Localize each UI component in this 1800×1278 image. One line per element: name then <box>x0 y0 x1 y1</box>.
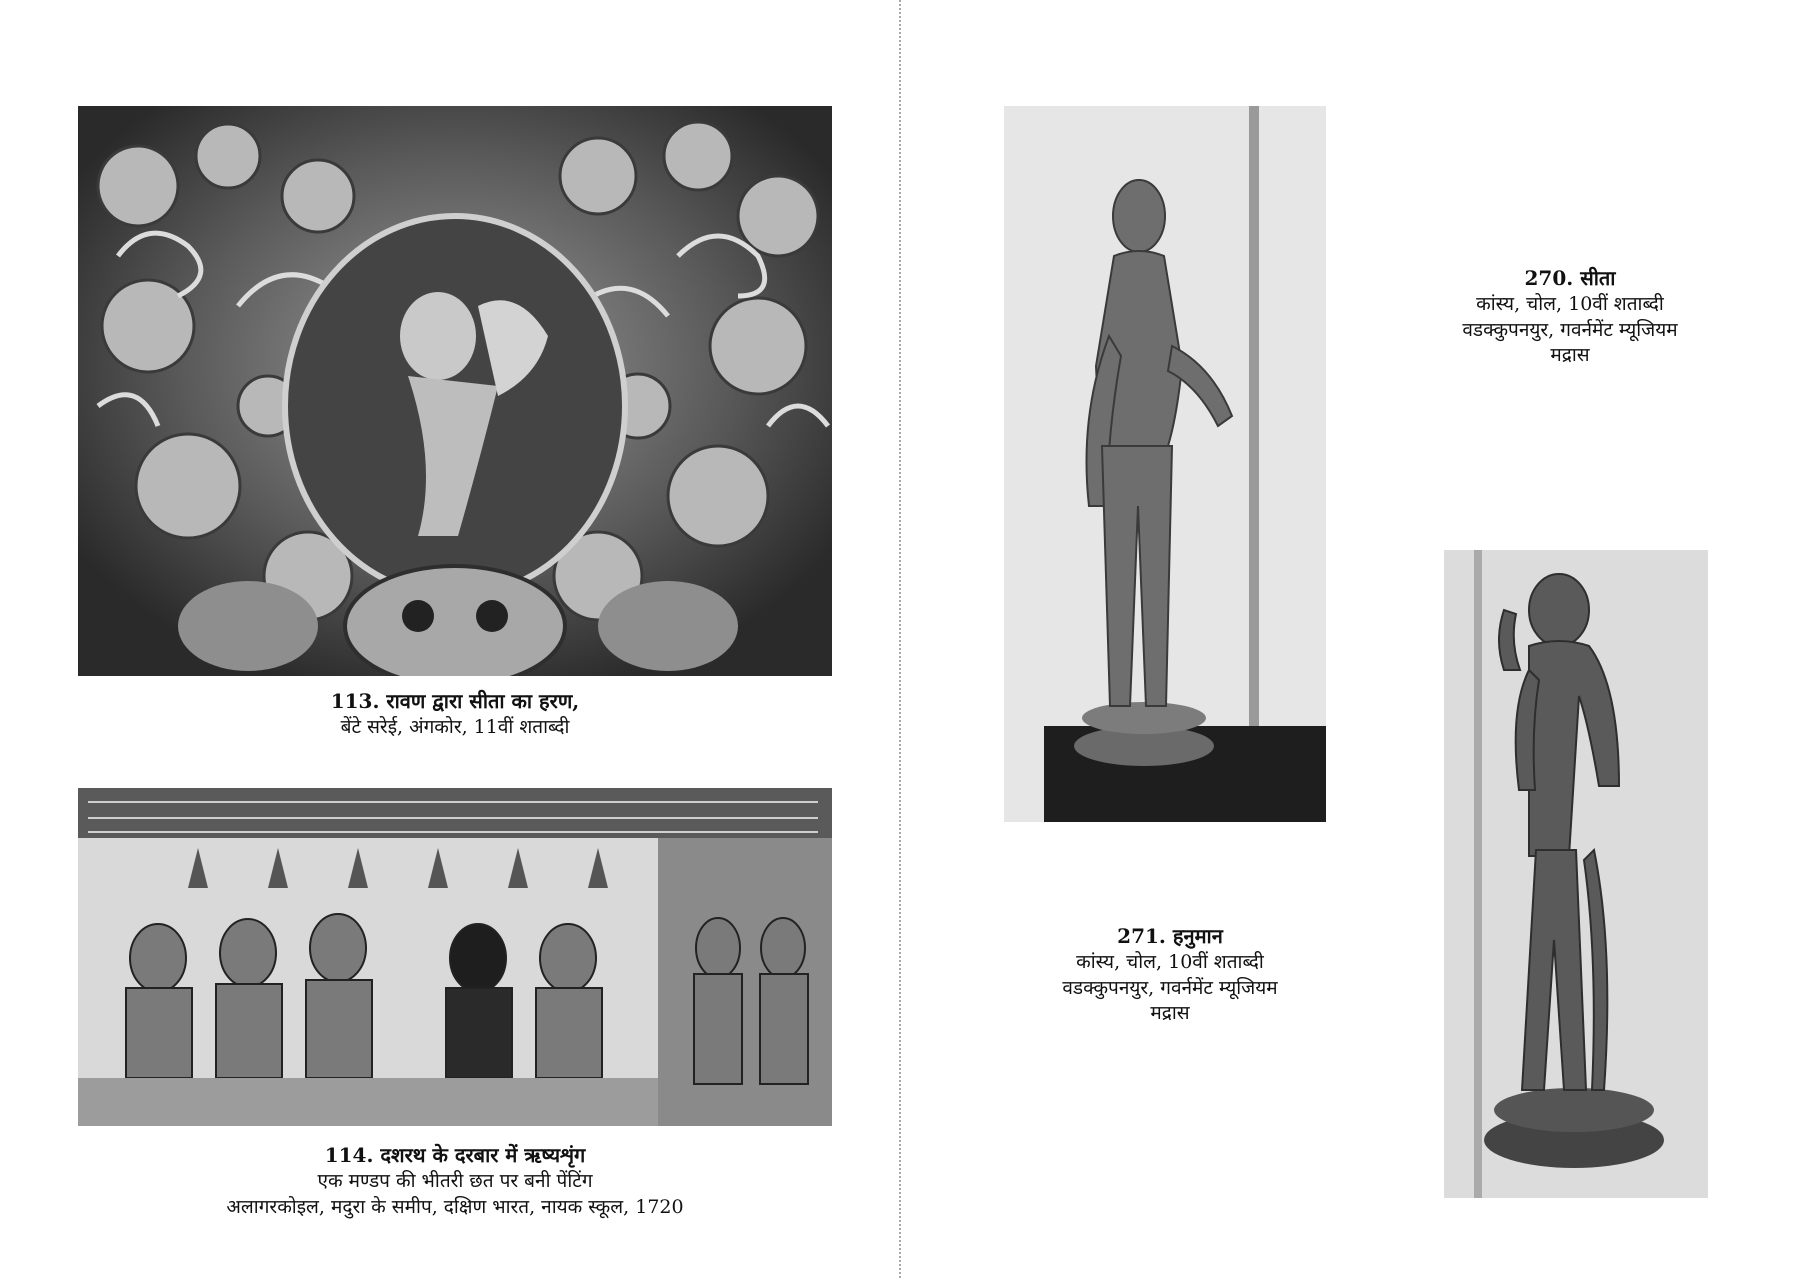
photo-ravana-abducting-sita-relief <box>78 106 832 676</box>
caption-figure-270 <box>1420 265 1720 369</box>
photo-hanuman-bronze <box>1444 550 1708 1198</box>
caption-270-line-2: वडक्कुपनयुर, गवर्नमेंट म्यूजियम <box>1462 318 1678 341</box>
photo-dasharatha-court-painting <box>78 788 832 1126</box>
caption-113-title: 113. रावण द्वारा सीता का हरण, <box>330 689 580 713</box>
caption-114-line-2: अलागरकोइल, मदुरा के समीप, दक्षिण भारत, नायक स्कूल, 1720 <box>226 1195 684 1218</box>
caption-figure-271 <box>1020 923 1320 1027</box>
caption-270-line-3: मद्रास <box>1550 344 1590 367</box>
caption-114-title: 114. दशरथ के दरबार में ऋष्यशृंग <box>324 1143 586 1167</box>
caption-113-line-1: बेंटे सरेई, अंगकोर, 11वीं शताब्दी <box>340 716 570 738</box>
caption-271-line-3: मद्रास <box>1150 1002 1190 1025</box>
caption-figure-113 <box>78 688 832 741</box>
caption-270-title: 270. सीता <box>1524 266 1616 290</box>
photo-sita-bronze <box>1004 106 1326 822</box>
right-page <box>900 0 1800 1278</box>
caption-271-line-2: वडक्कुपनयुर, गवर्नमेंट म्यूजियम <box>1062 976 1278 999</box>
caption-figure-114 <box>78 1142 832 1220</box>
caption-114-line-1: एक मण्डप की भीतरी छत पर बनी पेंटिंग <box>317 1170 593 1192</box>
caption-271-title: 271. हनुमान <box>1117 924 1223 948</box>
caption-271-line-1: कांस्य, चोल, 10वीं शताब्दी <box>1076 951 1264 973</box>
caption-270-line-1: कांस्य, चोल, 10वीं शताब्दी <box>1476 293 1664 315</box>
